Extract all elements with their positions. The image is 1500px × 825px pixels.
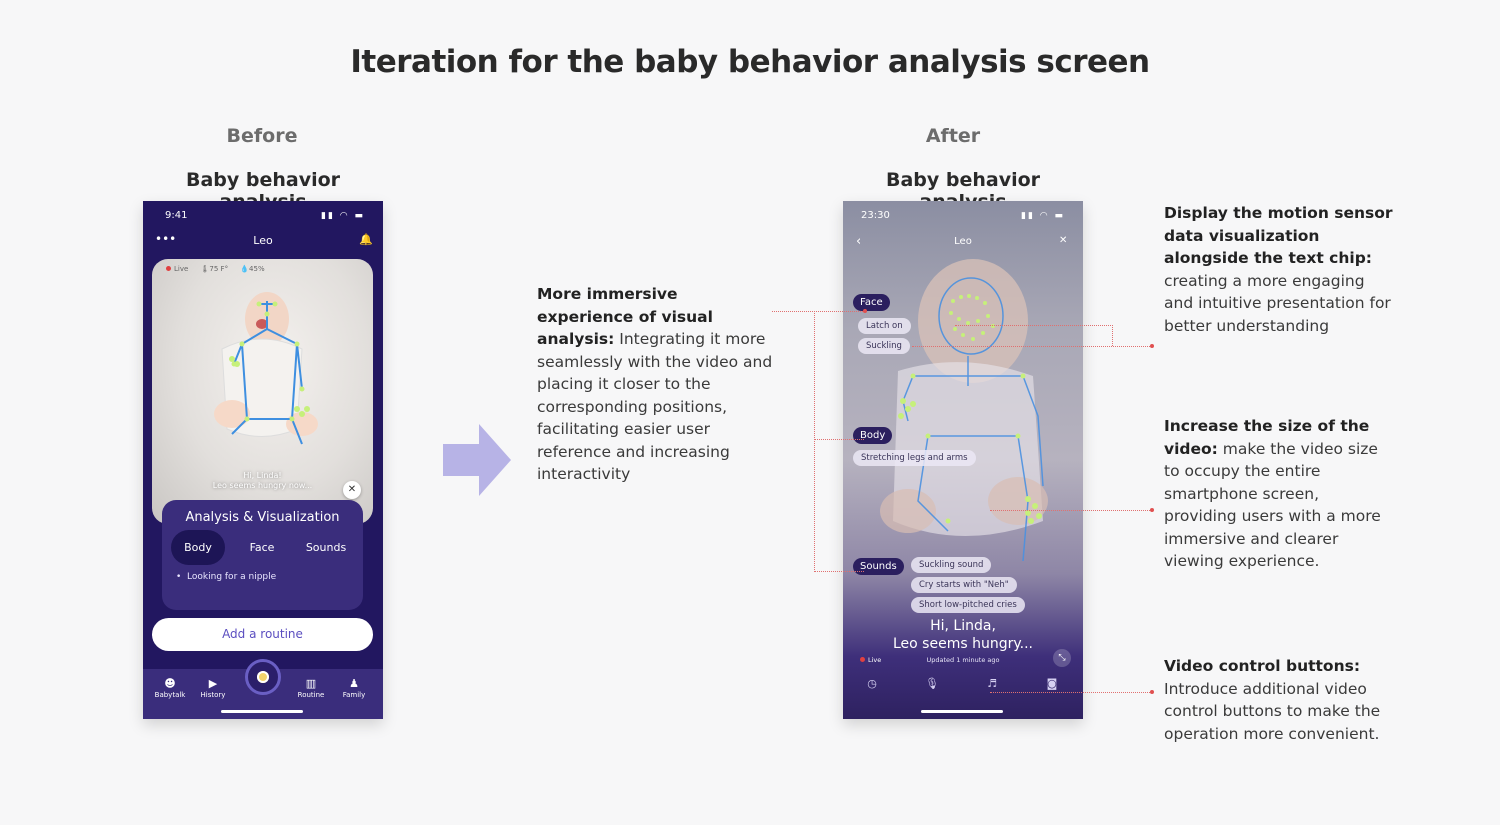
nav-babytalk-label: Babytalk xyxy=(154,691,186,699)
connector-line xyxy=(990,510,1152,511)
connector-line xyxy=(814,571,864,572)
annotation-size-title: Increase the size of the video: xyxy=(1164,417,1370,458)
annotation-motion-text: creating a more engaging and intuitive presentation for better understanding xyxy=(1164,271,1391,335)
baby-message-line-1: Hi, Linda, xyxy=(930,618,996,634)
before-label: Before xyxy=(226,125,298,147)
more-icon[interactable]: ••• xyxy=(155,232,177,246)
annotation-controls xyxy=(1164,655,1396,745)
connector-dot xyxy=(1150,344,1154,348)
tab-body[interactable]: Body xyxy=(171,530,225,565)
speed-icon[interactable]: ◷ xyxy=(867,677,877,690)
minimize-icon[interactable]: ⤡ xyxy=(1053,649,1071,667)
baby-message-line-1: Hi, Linda! xyxy=(243,471,282,480)
annotation-controls-title: Video control buttons: xyxy=(1164,657,1361,675)
updated-text: Updated 1 minute ago xyxy=(926,656,1000,664)
baby-name: Leo xyxy=(954,236,972,247)
babytalk-icon: ☻ xyxy=(164,677,176,690)
before-phone xyxy=(143,201,383,719)
connector-line xyxy=(814,311,815,572)
connector-dot xyxy=(863,309,867,313)
temperature: 75 F° xyxy=(209,265,229,273)
nav-history-label: History xyxy=(200,691,226,699)
connector-dot xyxy=(1150,508,1154,512)
after-screen-title: Baby behavior xyxy=(885,169,1041,191)
connector-line xyxy=(814,439,864,440)
after-phone xyxy=(843,201,1083,719)
annotation-immersive xyxy=(537,283,777,486)
connector-line xyxy=(990,692,1152,693)
camera-center-button[interactable] xyxy=(245,659,281,695)
annotation-motion xyxy=(1164,202,1396,337)
home-indicator xyxy=(921,710,1003,713)
sound-sub-suckling: Suckling sound xyxy=(911,557,991,573)
face-sub-suckling: Suckling xyxy=(858,338,910,354)
lullaby-icon[interactable]: ♬ xyxy=(987,677,997,690)
bell-icon[interactable]: 🔔 xyxy=(359,233,373,246)
family-icon: ♟ xyxy=(349,677,359,690)
body-sub-stretching: Stretching legs and arms xyxy=(853,450,976,466)
face-chip[interactable]: Face xyxy=(853,294,890,311)
camera-icon[interactable]: ◙ xyxy=(1046,677,1058,690)
nav-routine[interactable] xyxy=(289,677,333,699)
microphone-icon[interactable]: 🎙 xyxy=(925,677,939,690)
add-routine-button[interactable]: Add a routine xyxy=(152,618,373,651)
annotation-size xyxy=(1164,415,1396,573)
connector-line xyxy=(772,311,867,312)
annotation-immersive-title: More immersive experience of visual analysis: xyxy=(537,285,713,348)
tab-face[interactable]: Face xyxy=(249,541,275,554)
connector-line xyxy=(1112,325,1113,346)
body-chip[interactable]: Body xyxy=(853,427,892,444)
baby-message-line-2: Leo seems hungry now... xyxy=(212,481,313,490)
connector-line xyxy=(912,346,1152,347)
video-card[interactable] xyxy=(152,259,373,524)
annotation-motion-title: Display the motion sensor data visualization alongside the text chip: xyxy=(1164,204,1393,267)
signal-wifi-battery-icon: ▮▮ ◠ ▬ xyxy=(321,211,365,221)
sound-sub-cry: Cry starts with "Neh" xyxy=(911,577,1017,593)
analysis-title: Analysis & Visualization xyxy=(185,510,340,525)
connector-dot xyxy=(1150,690,1154,694)
nav-routine-label: Routine xyxy=(297,691,325,699)
live-label: Live xyxy=(174,265,189,273)
analysis-panel xyxy=(162,500,363,610)
humidity-icon: 💧 xyxy=(240,265,250,273)
before-screen-title: Baby behavior xyxy=(185,169,341,191)
routine-icon: ▥ xyxy=(305,677,317,690)
sounds-chip[interactable]: Sounds xyxy=(853,558,904,575)
baby-name: Leo xyxy=(253,234,273,247)
face-sub-latch: Latch on xyxy=(858,318,911,334)
status-time: 9:41 xyxy=(165,210,188,221)
thermometer-icon: 🌡 xyxy=(200,265,210,273)
sound-sub-lowpitched: Short low-pitched cries xyxy=(911,597,1025,613)
after-label: After xyxy=(925,125,981,147)
analysis-note-text: Looking for a nipple xyxy=(187,572,277,582)
home-indicator xyxy=(221,710,303,713)
baby-message-line-2: Leo seems hungry... xyxy=(893,636,1033,652)
status-bar xyxy=(843,210,1083,226)
close-icon[interactable]: ✕ xyxy=(1059,235,1068,246)
arrow-right-icon xyxy=(443,424,513,496)
tab-sounds[interactable]: Sounds xyxy=(305,541,347,554)
back-chevron-icon[interactable]: ‹ xyxy=(856,234,862,249)
nav-history[interactable] xyxy=(191,677,235,699)
baby-message xyxy=(152,471,373,491)
humidity: 45% xyxy=(249,265,265,273)
live-label: Live xyxy=(868,656,882,664)
nav-family[interactable] xyxy=(332,677,376,699)
nav-family-label: Family xyxy=(342,691,366,699)
video-icon: ▶ xyxy=(208,677,218,690)
signal-wifi-battery-icon: ▮▮ ◠ ▬ xyxy=(1021,211,1065,221)
connector-line xyxy=(955,325,1113,326)
status-time: 23:30 xyxy=(861,210,890,221)
annotation-size-text: make the video size to occupy the entire smartphone screen, providing users with a more immersive and clearer viewing experience. xyxy=(1164,439,1381,570)
baby-message xyxy=(843,617,1083,653)
analysis-note: • Looking for a nipple xyxy=(176,572,277,582)
page-title: Iteration for the baby behavior analysis screen xyxy=(350,44,1150,80)
close-icon[interactable]: ✕ xyxy=(343,481,361,499)
nav-babytalk[interactable] xyxy=(148,677,192,699)
annotation-controls-text: Introduce additional video control buttons to make the operation more convenient. xyxy=(1164,679,1381,743)
status-bar xyxy=(143,210,383,226)
annotation-immersive-text: Integrating it more seamlessly with the video and placing it closer to the corresponding positions, facilitating easier user reference and increasing interactivity xyxy=(537,330,773,483)
